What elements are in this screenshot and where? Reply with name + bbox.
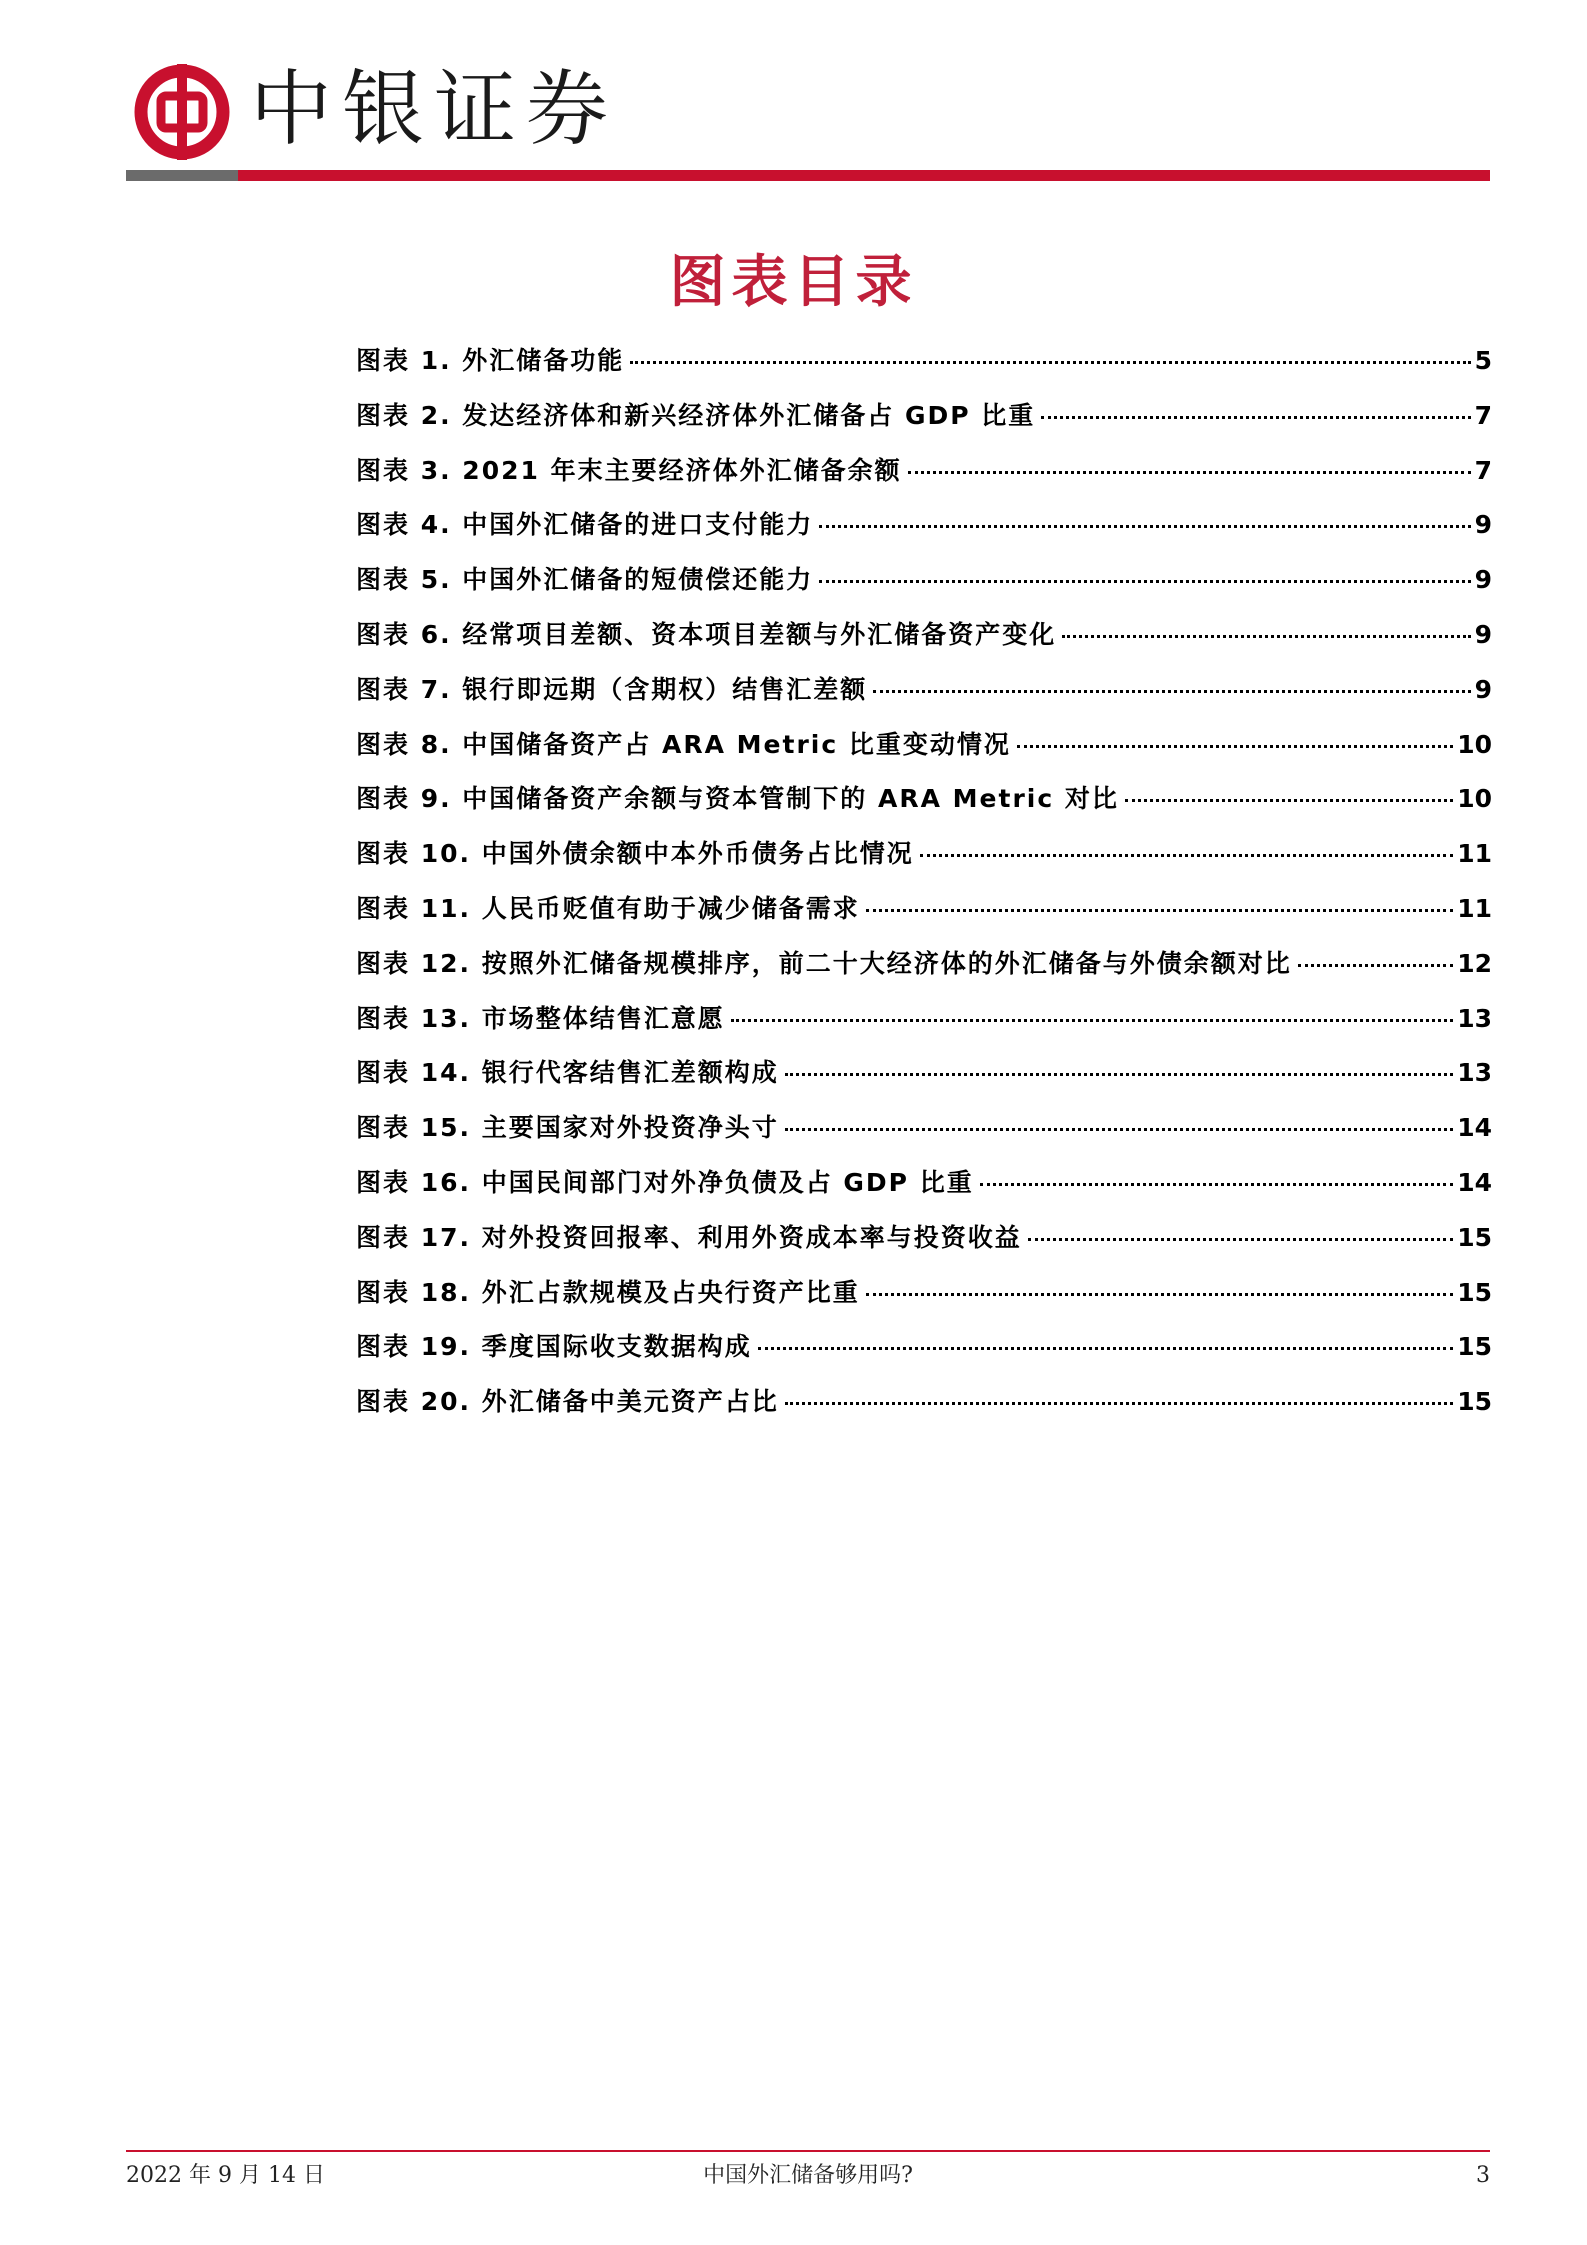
- toc-dot-leader: [785, 1073, 1454, 1076]
- toc-entry-label[interactable]: 图表 10. 中国外债余额中本外币债务占比情况: [356, 839, 914, 869]
- toc-entry-label[interactable]: 图表 12. 按照外汇储备规模排序，前二十大经济体的外汇储备与外债余额对比: [356, 948, 1292, 978]
- toc-entry-page[interactable]: 7: [1474, 400, 1492, 430]
- toc-entry-label[interactable]: 图表 11. 人民币贬值有助于减少储备需求: [356, 893, 860, 923]
- toc-entry-page[interactable]: 14: [1457, 1113, 1492, 1143]
- toc-entry-label[interactable]: 图表 18. 外汇占款规模及占央行资产比重: [356, 1277, 860, 1307]
- toc-entry[interactable]: [356, 564, 1492, 619]
- footer-page-number: 3: [1476, 2163, 1490, 2188]
- toc-entry-page[interactable]: 9: [1474, 674, 1492, 704]
- toc-entry-label[interactable]: 图表 3. 2021 年末主要经济体外汇储备余额: [356, 455, 902, 485]
- toc-entry-label[interactable]: 图表 14. 银行代客结售汇差额构成: [356, 1058, 779, 1088]
- toc-entry[interactable]: [356, 948, 1492, 1003]
- toc-dot-leader: [866, 909, 1454, 912]
- toc-entry-page[interactable]: 15: [1457, 1332, 1492, 1362]
- toc-dot-leader: [1125, 799, 1453, 802]
- toc-entry-page[interactable]: 5: [1474, 346, 1492, 375]
- toc-entry[interactable]: [356, 783, 1492, 838]
- toc-dot-leader: [1062, 635, 1470, 638]
- header-rule-gray: [126, 170, 238, 181]
- toc-dot-leader: [1041, 416, 1470, 419]
- toc-entry-page[interactable]: 15: [1457, 1222, 1492, 1252]
- toc-dot-leader: [630, 361, 1470, 364]
- toc-entry[interactable]: [356, 400, 1492, 455]
- toc-entry-page[interactable]: 11: [1457, 839, 1492, 869]
- toc-entry-label[interactable]: 图表 2. 发达经济体和新兴经济体外汇储备占 GDP 比重: [356, 400, 1036, 430]
- figure-list: [356, 345, 1492, 1441]
- toc-entry-label[interactable]: 图表 13. 市场整体结售汇意愿: [356, 1003, 725, 1033]
- toc-dot-leader: [866, 1293, 1454, 1296]
- toc-dot-leader: [819, 525, 1470, 528]
- toc-entry-page[interactable]: 13: [1457, 1058, 1492, 1088]
- toc-dot-leader: [980, 1183, 1454, 1186]
- toc-entry-label[interactable]: 图表 19. 季度国际收支数据构成: [356, 1332, 752, 1362]
- toc-entry-label[interactable]: 图表 5. 中国外汇储备的短债偿还能力: [356, 565, 814, 595]
- toc-dot-leader: [1298, 964, 1454, 967]
- toc-entry-label[interactable]: 图表 15. 主要国家对外投资净头寸: [356, 1113, 779, 1143]
- toc-dot-leader: [819, 580, 1470, 583]
- toc-entry-page[interactable]: 9: [1474, 510, 1492, 540]
- page-title: 图表目录: [669, 250, 918, 315]
- toc-entry[interactable]: [356, 1003, 1492, 1058]
- toc-entry-page[interactable]: 11: [1457, 893, 1492, 923]
- toc-dot-leader: [785, 1128, 1454, 1131]
- toc-dot-leader: [920, 854, 1454, 857]
- toc-entry-page[interactable]: 12: [1457, 948, 1492, 978]
- toc-entry-page[interactable]: 15: [1457, 1277, 1492, 1307]
- toc-dot-leader: [758, 1347, 1454, 1350]
- toc-dot-leader: [1028, 1238, 1454, 1241]
- toc-entry-label[interactable]: 图表 9. 中国储备资产余额与资本管制下的 ARA Metric 对比: [356, 784, 1119, 814]
- toc-entry-label[interactable]: 图表 8. 中国储备资产占 ARA Metric 比重变动情况: [356, 729, 1011, 759]
- toc-entry-label[interactable]: 图表 1. 外汇储备功能: [356, 346, 625, 375]
- brand-name: 中银证券: [250, 62, 619, 157]
- toc-entry[interactable]: [356, 1386, 1492, 1441]
- toc-entry[interactable]: [356, 345, 1492, 400]
- toc-dot-leader: [908, 471, 1471, 474]
- toc-dot-leader: [1017, 745, 1453, 748]
- toc-entry[interactable]: [356, 455, 1492, 510]
- toc-entry[interactable]: [356, 1057, 1492, 1112]
- toc-dot-leader: [785, 1402, 1454, 1405]
- toc-entry[interactable]: [356, 1167, 1492, 1222]
- page-footer: [126, 2160, 1490, 2192]
- toc-entry-page[interactable]: 15: [1457, 1387, 1492, 1417]
- toc-entry-label[interactable]: 图表 20. 外汇储备中美元资产占比: [356, 1387, 779, 1417]
- toc-entry[interactable]: [356, 509, 1492, 564]
- toc-entry-page[interactable]: 7: [1474, 455, 1492, 485]
- toc-entry-page[interactable]: 9: [1474, 619, 1492, 649]
- footer-date: 2022 年 9 月 14 日: [126, 2163, 325, 2188]
- toc-entry-label[interactable]: 图表 7. 银行即远期（含期权）结售汇差额: [356, 674, 868, 704]
- toc-entry[interactable]: [356, 1277, 1492, 1332]
- toc-entry[interactable]: [356, 838, 1492, 893]
- toc-entry-label[interactable]: 图表 6. 经常项目差额、资本项目差额与外汇储备资产变化: [356, 619, 1057, 649]
- toc-entry-label[interactable]: 图表 4. 中国外汇储备的进口支付能力: [356, 510, 814, 540]
- toc-entry-page[interactable]: 10: [1457, 729, 1492, 759]
- toc-dot-leader: [731, 1019, 1454, 1022]
- header-rule-red: [238, 170, 1490, 181]
- toc-entry-page[interactable]: 10: [1457, 784, 1492, 814]
- toc-entry-label[interactable]: 图表 17. 对外投资回报率、利用外资成本率与投资收益: [356, 1222, 1022, 1252]
- toc-entry[interactable]: [356, 1112, 1492, 1167]
- bank-of-china-logo-icon: [132, 62, 232, 162]
- toc-entry-page[interactable]: 13: [1457, 1003, 1492, 1033]
- toc-entry[interactable]: [356, 1222, 1492, 1277]
- toc-entry[interactable]: [356, 619, 1492, 674]
- toc-entry-page[interactable]: 9: [1474, 565, 1492, 595]
- toc-dot-leader: [873, 690, 1470, 693]
- toc-entry[interactable]: [356, 1331, 1492, 1386]
- toc-entry-label[interactable]: 图表 16. 中国民间部门对外净负债及占 GDP 比重: [356, 1167, 974, 1197]
- toc-entry[interactable]: [356, 729, 1492, 784]
- toc-entry[interactable]: [356, 674, 1492, 729]
- toc-entry-page[interactable]: 14: [1457, 1167, 1492, 1197]
- footer-rule: [126, 2150, 1490, 2152]
- toc-entry[interactable]: [356, 893, 1492, 948]
- page-header: [0, 0, 1587, 190]
- footer-doc-title: 中国外汇储备够用吗?: [703, 2163, 913, 2188]
